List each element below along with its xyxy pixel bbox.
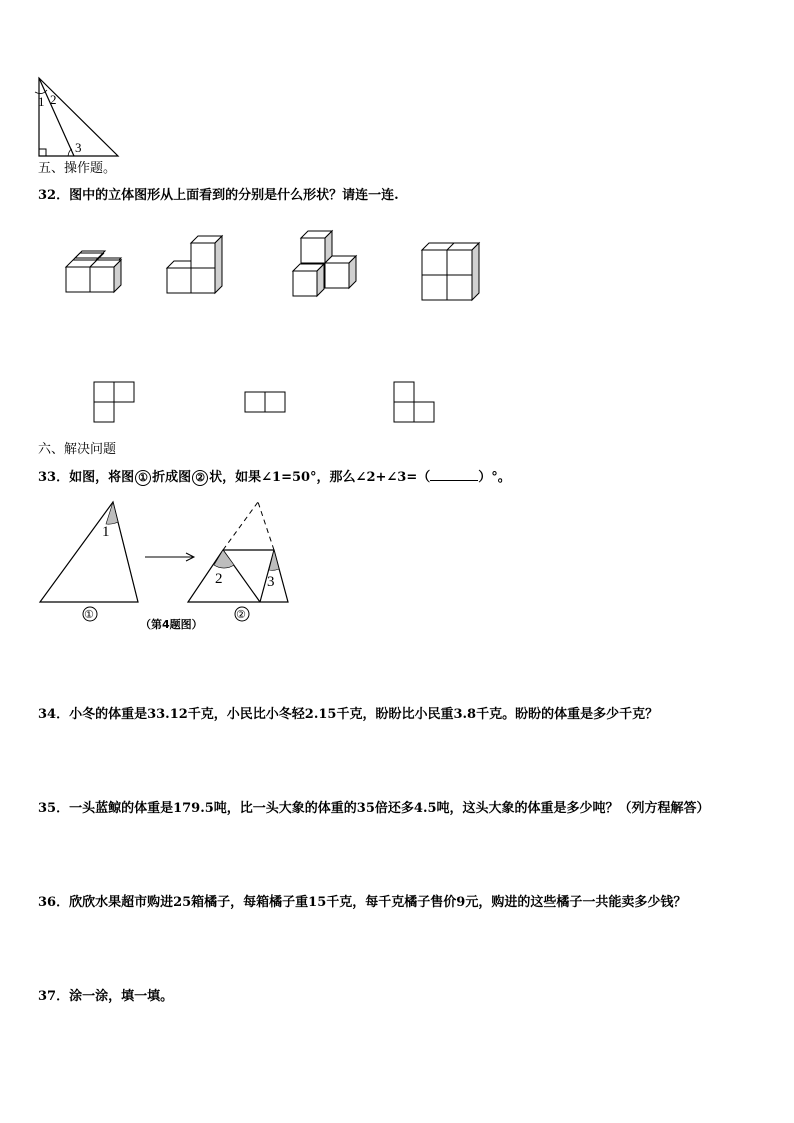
solid-figure-3	[291, 228, 366, 300]
angle-label-3: 3	[75, 140, 82, 155]
fig1-label: ①	[84, 608, 94, 621]
figure-caption: （第4题图）	[140, 618, 203, 631]
question-text: 图中的立体图形从上面看到的分别是什么形状？请连一连.	[69, 188, 399, 203]
question-text: 一头蓝鲸的体重是179.5吨，比一头大象的体重的35倍还多4.5吨，这头大象的体重是多少吨？（列方程解答）	[69, 801, 710, 816]
question-37	[38, 989, 173, 1005]
shape-2-label: ②	[192, 470, 208, 486]
answer-blank[interactable]	[430, 468, 478, 481]
question-text: 欣欣水果超市购进25箱橘子，每箱橘子重15千克，每千克橘子售价9元，购进的这些橘子一共能卖多少钱？	[69, 895, 687, 910]
question-34	[38, 707, 658, 723]
section-6-title: 六、解决问题	[38, 442, 117, 457]
fig2-angle-3: 3	[267, 574, 275, 590]
question-number: 33．	[38, 470, 70, 485]
question-32	[38, 188, 399, 204]
question-number: 37．	[38, 989, 70, 1004]
question-35	[38, 801, 710, 817]
question-number: 36．	[38, 895, 70, 910]
fig2-angle-2: 2	[215, 571, 223, 587]
angle-label-2: 2	[50, 92, 57, 107]
fig2-label: ②	[236, 608, 246, 621]
top-view-2	[244, 391, 289, 416]
question-text: 涂一涂，填一填。	[69, 989, 174, 1004]
question-number: 32．	[38, 188, 70, 203]
question-text: 小冬的体重是33.12千克，小民比小冬轻2.15千克，盼盼比小民重3.8千克。盼盼的体重是多少千克？	[69, 707, 659, 722]
section-5-title: 五、操作题。	[38, 161, 117, 176]
top-view-3	[393, 381, 438, 426]
question-number: 35．	[38, 801, 70, 816]
solid-figure-2	[165, 234, 235, 299]
question-36	[38, 895, 686, 911]
solid-figure-4	[420, 240, 490, 302]
top-view-1	[93, 381, 138, 426]
right-triangle-figure	[30, 72, 130, 162]
question-33: 33．如图，将图 ① 折成图 ② 状，如果∠1=50°，那么∠2+∠3=（ ）°。	[38, 470, 511, 485]
fig1-angle-1: 1	[102, 524, 110, 540]
angle-label-1: 1	[38, 94, 45, 109]
question-number: 34．	[38, 707, 70, 722]
solid-figure-1	[64, 248, 134, 298]
fold-figure	[38, 500, 308, 630]
shape-1-label: ①	[135, 470, 151, 486]
